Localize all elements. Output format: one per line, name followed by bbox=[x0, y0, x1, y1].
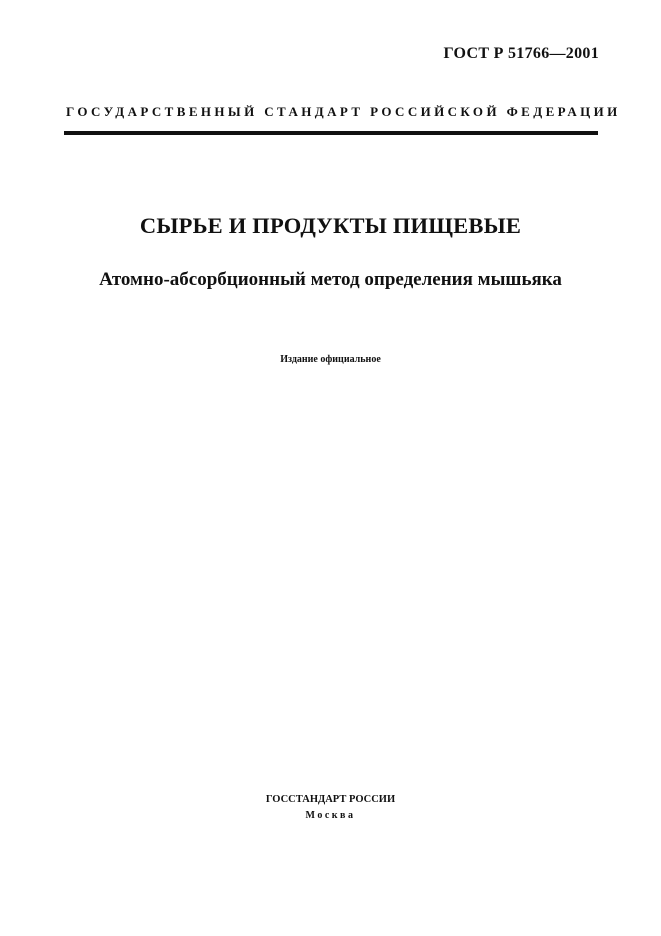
state-standard-header: ГОСУДАРСТВЕННЫЙ СТАНДАРТ РОССИЙСКОЙ ФЕДЕРАЦИИ bbox=[66, 104, 621, 119]
document-subtitle: Атомно-абсорбционный метод определения мышьяка bbox=[99, 269, 562, 290]
publisher-name: ГОССТАНДАРТ РОССИИ bbox=[265, 794, 396, 805]
edition-note: Издание официальное bbox=[280, 354, 381, 365]
document-title: СЫРЬЕ И ПРОДУКТЫ ПИЩЕВЫЕ bbox=[139, 213, 522, 238]
publisher-city: Москва bbox=[305, 810, 356, 821]
header-rule bbox=[64, 131, 598, 135]
document-number: ГОСТ Р 51766—2001 bbox=[443, 45, 599, 62]
